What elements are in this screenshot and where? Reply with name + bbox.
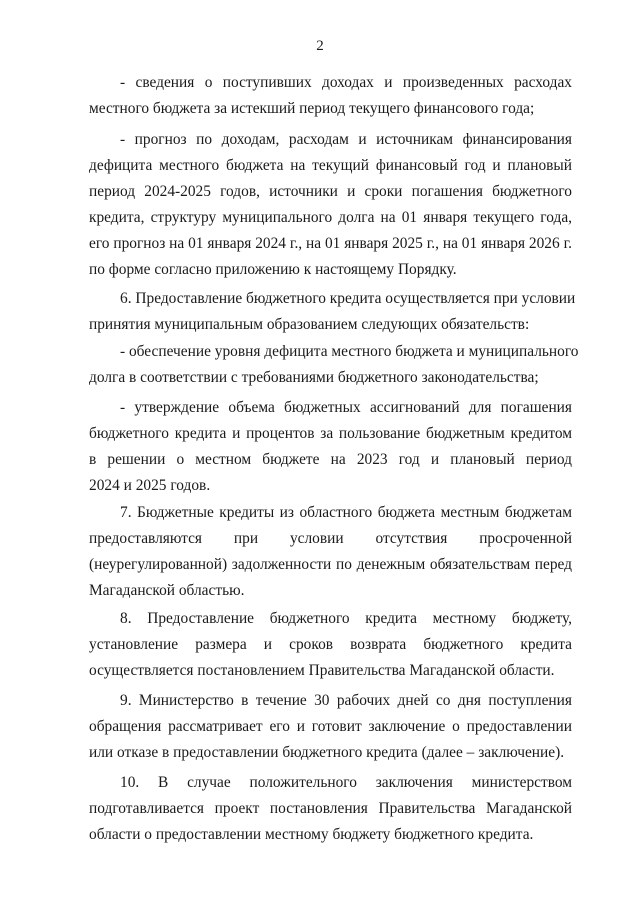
text-line: (неурегулированной) задолженности по денежным обязательствам перед [89,556,572,573]
page-number: 2 [316,38,324,54]
text-line: - обеспечение уровня дефицита местного бюджета и муниципального [120,343,579,360]
text-line: - сведения о поступивших доходах и произведенных расходах [120,74,572,91]
text-line: в решении о местном бюджете на 2023 год и плановый период [89,451,572,468]
text-line: принятия муниципальным образованием следующих обязательств: [89,316,530,333]
text-line: 9. Министерство в течение 30 рабочих дней со дня поступления [120,692,572,709]
text-line: долга в соответствии с требованиями бюджетного законодательства; [89,369,539,386]
text-line: бюджетного кредита и процентов за пользование бюджетным кредитом [89,425,572,442]
text-line: его прогноз на 01 января 2024 г., на 01 января 2025 г., на 01 января 2026 г. [89,235,572,252]
text-line: обращения рассматривает его и готовит заключение о предоставлении [89,718,572,735]
text-line: подготавливается проект постановления Правительства Магаданской [89,800,572,817]
text-line: местного бюджета за истекший период текущего финансового года; [89,100,535,117]
text-line: - утверждение объема бюджетных ассигнований для погашения [120,399,572,416]
text-line: 7. Бюджетные кредиты из областного бюджета местным бюджетам [120,504,572,521]
text-line: период 2024-2025 годов, источники и сроки погашения бюджетного [89,183,572,200]
text-line: 8. Предоставление бюджетного кредита местному бюджету, [120,610,572,627]
text-line: - прогноз по доходам, расходам и источникам финансирования [120,131,572,148]
text-line: области о предоставлении местному бюджету бюджетного кредита. [89,826,534,843]
text-line: 2024 и 2025 годов. [89,477,211,494]
text-line: Магаданской областью. [89,582,245,599]
text-line: осуществляется постановлением Правительства Магаданской области. [89,662,555,679]
text-line: по форме согласно приложению к настоящему Порядку. [89,261,457,278]
text-line: установление размера и сроков возврата бюджетного кредита [89,636,572,653]
text-line: кредита, структуру муниципального долга на 01 января текущего года, [89,209,572,226]
text-line: дефицита местного бюджета на текущий финансовый год и плановый [89,157,572,174]
text-line: 6. Предоставление бюджетного кредита осуществляется при условии [120,290,576,307]
text-line: 10. В случае положительного заключения министерством [120,774,572,791]
text-line: или отказе в предоставлении бюджетного кредита (далее – заключение). [89,744,565,761]
text-line: предоставляются при условии отсутствия просроченной [89,530,572,547]
